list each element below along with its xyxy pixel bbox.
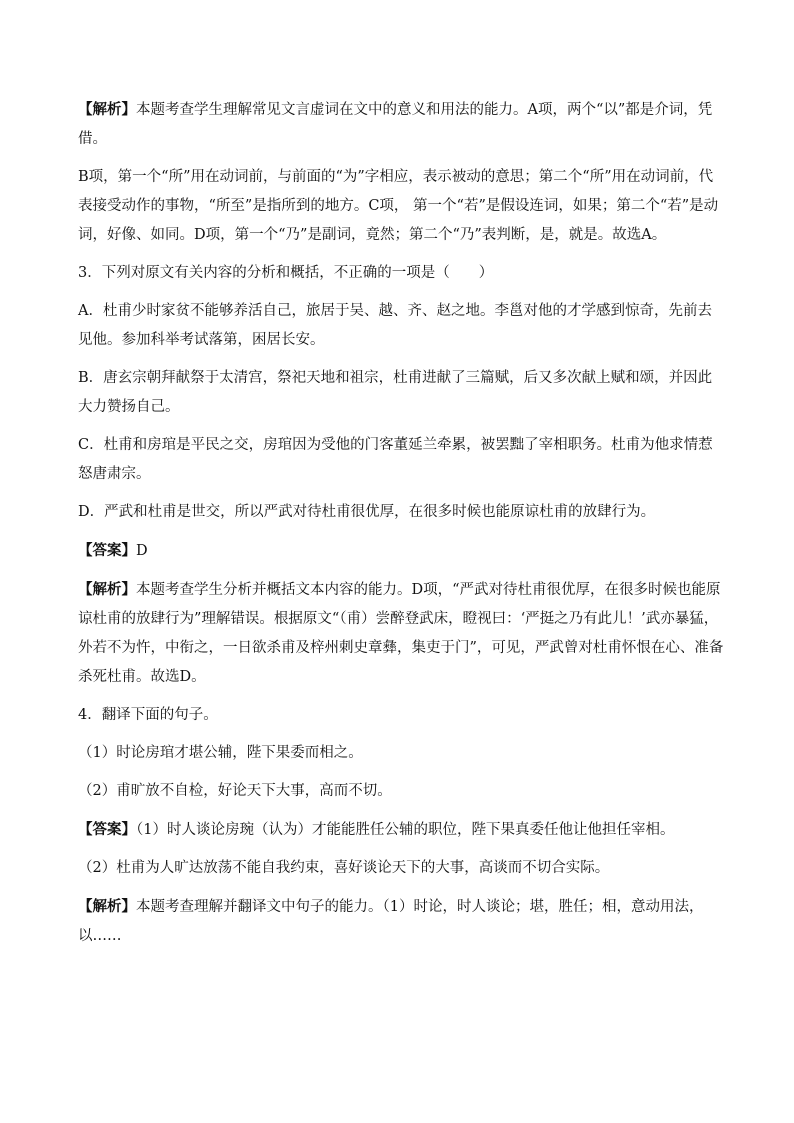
question-3-stem <box>78 259 724 288</box>
answer-text-2: （1）时人谈论房琬（认为）才能能胜任公辅的职位，陛下果真委任他让他担任宰相。 <box>136 822 675 838</box>
analysis-text: 本题考查学生理解常见文言虚词在文中的意义和用法的能力。A项，两个“以”都是介词，凭借。 <box>78 102 713 147</box>
answer-paragraph <box>78 536 724 566</box>
analysis-continued-text: B项，第一个“所”用在动词前，与前面的“为”字相应，表示被动的意思；第二个“所”用在动词前，代表接受动作的事物，“所至”是指所到的地方。C项， 第一个“若”是假设连词，如果；第二个“若”是动词，好像、如同。D项，第一个“乃”是副词，竟然；第二个“乃”表判断，是，就是。故选A。 <box>78 169 719 243</box>
question-4-stem <box>78 701 724 730</box>
sentence-2 <box>78 777 724 806</box>
analysis-tag: 【解析】 <box>78 101 136 118</box>
analysis-tag-2: 【解析】 <box>78 581 136 598</box>
analysis-paragraph-2 <box>78 575 724 692</box>
analysis-continued-paragraph <box>78 163 724 250</box>
question-3-text: 3．下列对原文有关内容的分析和概括，不正确的一项是（ ） <box>78 265 494 281</box>
analysis-text-3: 本题考查理解并翻译文中句子的能力。（1）时论，时人谈论；堪，胜任；相，意动用法，以…… <box>78 899 704 944</box>
analysis-tag-3: 【解析】 <box>78 898 136 915</box>
analysis-paragraph-3 <box>78 892 724 951</box>
sentence-1-text: （1）时论房琯才堪公辅，陛下果委而相之。 <box>78 745 363 761</box>
answer-paragraph-2 <box>78 815 724 845</box>
answer-tag-2: 【答案】 <box>78 821 136 838</box>
answer-tag: 【答案】 <box>78 542 136 559</box>
option-b <box>78 364 724 422</box>
sentence-2-text: （2）甫旷放不自检，好论天下大事，高而不切。 <box>78 783 392 799</box>
answer-text: D <box>136 543 148 559</box>
option-c-text: C．杜甫和房琯是平民之交，房琯因为受他的门客董延兰牵累，被罢黜了宰相职务。杜甫为他求情惹怒唐肃宗。 <box>78 437 713 482</box>
sentence-1 <box>78 739 724 768</box>
option-d-text: D．严武和杜甫是世交，所以严武对待杜甫很优厚，在很多时候也能原谅杜甫的放肆行为。 <box>78 504 656 520</box>
option-c <box>78 431 724 489</box>
answer-continued-paragraph <box>78 854 724 883</box>
analysis-text-2: 本题考查学生分析并概括文本内容的能力。D项，“严武对待杜甫很优厚，在很多时候也能原谅杜甫的放肆行为”理解错误。根据原文“（甫）尝醉登武床，瞪视曰：‘严挺之乃有此儿！’武亦暴猛，外若不为忤，中衔之，一日欲杀甫及梓州刺史章彝，集吏于门”，可见，严武曾对杜甫怀恨在心、准备杀死杜甫。故选D。 <box>78 582 724 685</box>
option-d <box>78 498 724 527</box>
option-b-text: B．唐玄宗朝拜献祭于太清宫，祭祀天地和祖宗，杜甫进献了三篇赋，后又多次献上赋和颂，并因此大力赞扬自己。 <box>78 370 713 415</box>
analysis-paragraph <box>78 95 724 154</box>
option-a-text: A．杜甫少时家贫不能够养活自己，旅居于吴、越、齐、赵之地。李邕对他的才学感到惊奇，先前去见他。参加科举考试落第，困居长安。 <box>78 303 712 348</box>
option-a <box>78 297 724 355</box>
question-4-text: 4．翻译下面的句子。 <box>78 707 218 723</box>
answer-continued-text: （2）杜甫为人旷达放荡不能自我约束，喜好谈论天下的大事，高谈而不切合实际。 <box>78 860 610 876</box>
